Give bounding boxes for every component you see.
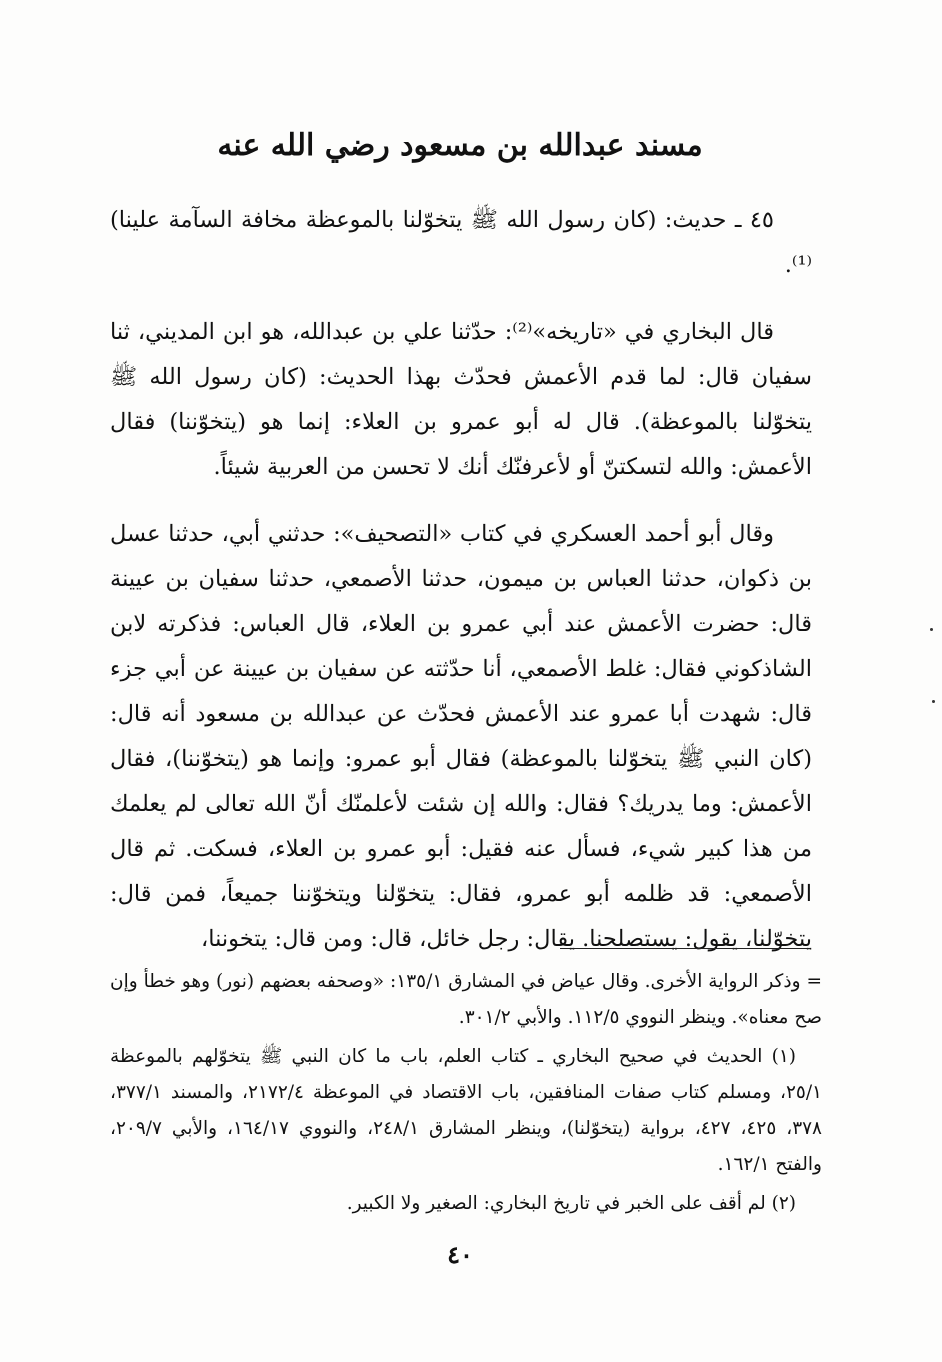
footnotes bbox=[110, 964, 822, 1225]
paragraph-bukhari: قال البخاري في «تاريخه»⁽²⁾: حدّثنا علي بن عبدالله، هو ابن المديني، ثنا سفيان قال: لما قدم الأعمش فحدّث بهذا الحديث: (كان رسول الله ﷺ يتخوّلنا بالموعظة). قال له أبو عمرو بن العلاء: إنما هو (يتخوّننا) فقال الأعمش: والله لتسكتنّ أو لأعرفنّك أنك لا تحسن من العربية شيئاً. bbox=[110, 319, 812, 480]
paragraph-hadith: ٤٥ ـ حديث: (كان رسول الله ﷺ يتخوّلنا بالموعظة مخافة السآمة علينا)⁽¹⁾. bbox=[110, 207, 812, 278]
footnote-1: (١) الحديث في صحيح البخاري ـ كتاب العلم، باب ما كان النبي ﷺ يتخوّلهم بالموعظة ٢٥/١، ومسلم كتاب صفات المنافقين، باب الاقتصاد في الموعظة ٢١٧٢/٤، والمسند ٣٧٧/١، ٣٧٨، ٤٢٥، ٤٢٧، برواية (يتخوّلنا)، وينظر المشارق ٢٤٨/١، والنووي ١٦٤/١٧، والأبي ٢٠٩/٧، والفتح ١٦٢/١. bbox=[110, 1046, 822, 1175]
paragraph-askari: وقال أبو أحمد العسكري في كتاب «التصحيف»: حدثني أبي، حدثنا عسل بن ذكوان، حدثنا العباس بن ميمون، حدثنا الأصمعي، حدثنا سفيان بن عيينة قال: حضرت الأعمش عند أبي عمرو بن العلاء، قال العباس: فذكرته لابن الشاذكوني فقال: غلط الأصمعي، أنا حدّثته عن سفيان بن عيينة عن أبي جزء قال: شهدت أبا عمرو عند الأعمش فحدّث عن عبدالله بن مسعود أنه قال: (كان النبي ﷺ يتخوّلنا بالموعظة) فقال أبو عمرو: وإنما هو (يتخوّننا)، فقال الأعمش: وما يدريك؟ فقال: والله إن شئت لأعلمنّك أنّ الله تعالى لم يعلمك من هذا كبير شيء، فسأل عنه فقيل: أبو عمرو بن العلاء، فسكت. ثم قال الأصمعي: قد ظلمه أبو عمرو، فقال: يتخوّلنا ويتخوّننا جميعاً، فمن قال: يتخوّلنا، يقول: يستصلحنا. يقال: رجل خائل، قال: ومن قال: يتخوننا، bbox=[110, 521, 812, 952]
page-title: مسند عبدالله بن مسعود رضي الله عنه bbox=[217, 128, 703, 163]
footnote-divider bbox=[560, 948, 810, 949]
scan-speck bbox=[932, 700, 935, 703]
page-number: ٤٠ bbox=[447, 1240, 473, 1269]
footnote-continued: = وذكر الرواية الأخرى. وقال عياض في المشارق ١٣٥/١: «وصحفه بعضهم (نور) وهو خطأ وإن صح معناه». وينظر النووي ١١٢/٥. والأبي ٣٠١/٢. bbox=[110, 971, 822, 1028]
scan-speck bbox=[930, 628, 933, 631]
body-text bbox=[110, 198, 812, 984]
footnote-2: (٢) لم أقف على الخبر في تاريخ البخاري: الصغير ولا الكبير. bbox=[346, 1193, 796, 1214]
